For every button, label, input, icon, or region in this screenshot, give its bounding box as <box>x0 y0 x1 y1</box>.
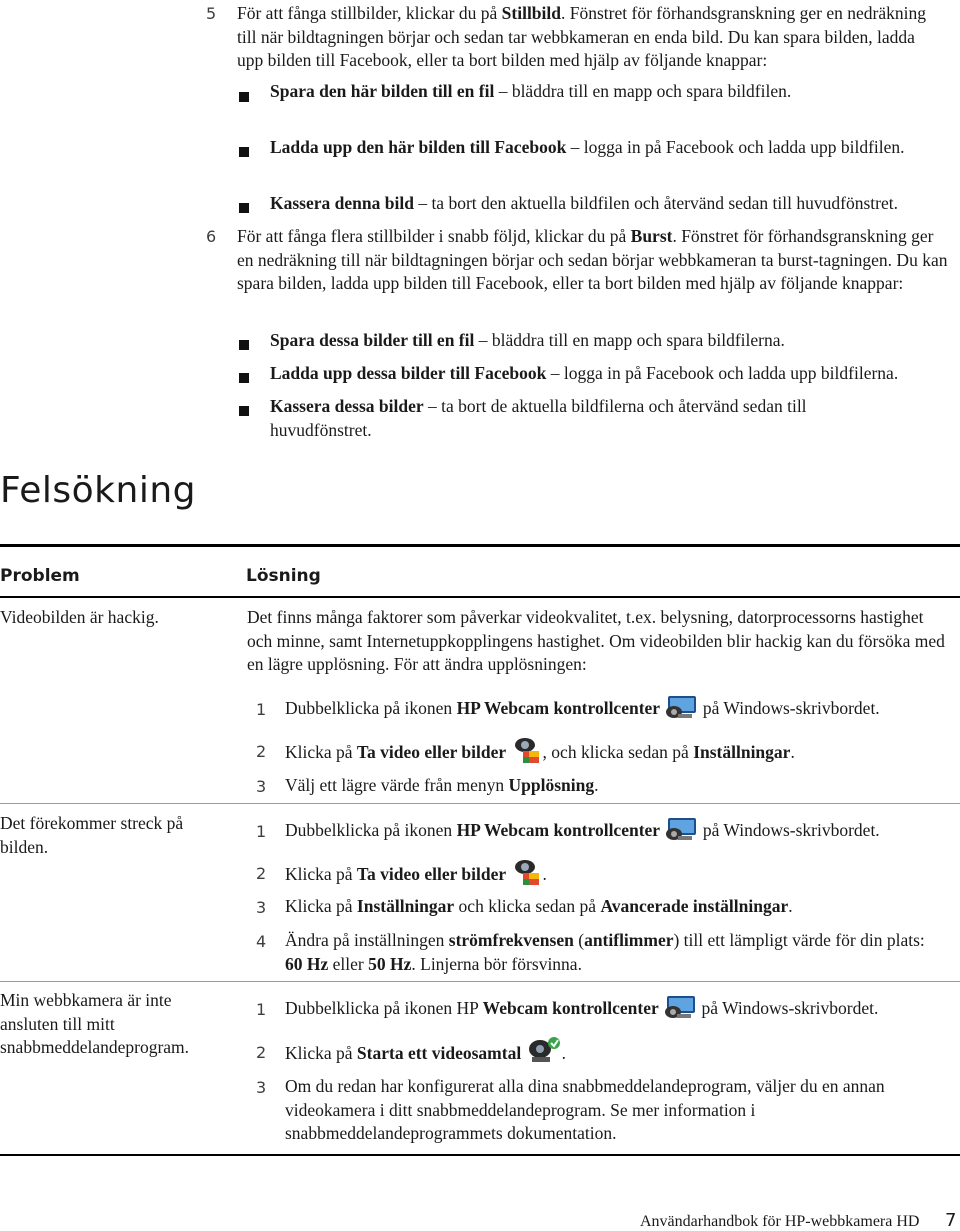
bullet-item: Ladda upp dessa bilder till Facebook – logga in på Facebook och ladda upp bildfilerna. <box>270 363 899 383</box>
solution-step: Klicka på Ta video eller bilder , och klicka sedan på Inställningar. <box>285 739 955 769</box>
take-video-or-photo-icon <box>511 857 543 887</box>
bullet-icon <box>239 406 249 416</box>
webcam-control-center-icon <box>664 694 698 720</box>
bullet-item: Kassera denna bild – ta bort den aktuella bildfilen och återvänd sedan till huvudfönstret. <box>270 193 898 213</box>
step-number: 1 <box>256 822 267 841</box>
step-number: 3 <box>256 898 267 917</box>
webcam-control-center-icon <box>664 816 698 842</box>
row-divider <box>0 803 960 804</box>
column-header-problem: Problem <box>0 566 80 586</box>
bullet-item: Spara den här bilden till en fil – bläddra till en mapp och spara bildfilen. <box>270 81 792 101</box>
solution-step: Dubbelklicka på ikonen HP Webcam kontrollcenter på Windows-skrivbordet. <box>285 697 955 723</box>
step-number: 4 <box>256 932 267 951</box>
start-video-call-icon <box>526 1035 562 1065</box>
bullet-icon <box>239 92 249 102</box>
solution-step: Klicka på Inställningar och klicka sedan på Avancerade inställningar. <box>285 896 793 916</box>
step-number: 2 <box>256 742 267 761</box>
solution-step: Om du redan har konfigurerat alla dina snabbmeddelandeprogram, väljer du en annan videokamera i ditt snabbmeddelandeprogram. Se mer information i snabbmeddelandeprogrammets dokumentation. <box>285 1076 885 1143</box>
solution-step: Välj ett lägre värde från menyn Upplösning. <box>285 775 599 795</box>
step-number: 5 <box>206 4 217 23</box>
table-top-rule <box>0 544 960 547</box>
header-rule <box>0 596 960 598</box>
page-number: 7 <box>945 1210 957 1231</box>
row-divider <box>0 981 960 982</box>
step-number: 3 <box>256 777 267 796</box>
step-number: 1 <box>256 1000 267 1019</box>
table-bottom-rule <box>0 1154 960 1156</box>
bullet-item: Kassera dessa bilder – ta bort de aktuella bildfilerna och återvänd sedan till huvudfönstret. <box>270 396 807 440</box>
problem-cell: Videobilden är hackig. <box>0 607 159 627</box>
step-number: 3 <box>256 1078 267 1097</box>
step-number: 6 <box>206 227 217 246</box>
webcam-control-center-icon <box>663 994 697 1020</box>
take-video-or-photo-icon <box>511 735 543 765</box>
bullet-icon <box>239 147 249 157</box>
step-5-text: För att fånga stillbilder, klickar du på Stillbild. Fönstret för förhandsgranskning ger en nedräkning till när bildtagningen börjar och sedan tar webbkameran en enda bild. Du kan spara bilden, ladda upp bilden till Facebook, eller ta bort bilden med hjälp av följande knappar: <box>237 3 926 70</box>
solution-intro: Det finns många faktorer som påverkar videokvalitet, t.ex. belysning, datorprocessorns hastighet och minne, samt Internetuppkopplingens hastighet. Om videobilden blir hackig kan du försöka med en lägre upplösning. För att ändra upplösningen: <box>247 607 945 674</box>
step-number: 2 <box>256 1043 267 1062</box>
bullet-icon <box>239 340 249 350</box>
column-header-solution: Lösning <box>246 566 321 586</box>
solution-step: Klicka på Starta ett videosamtal . <box>285 1040 955 1070</box>
solution-step: Dubbelklicka på ikonen HP Webcam kontrollcenter på Windows-skrivbordet. <box>285 997 955 1023</box>
solution-step: Klicka på Ta video eller bilder . <box>285 861 955 891</box>
bullet-icon <box>239 203 249 213</box>
bullet-icon <box>239 373 249 383</box>
problem-cell: Min webbkamera är inte ansluten till mitt snabbmeddelandeprogram. <box>0 990 190 1057</box>
solution-step: Ändra på inställningen strömfrekvensen (antiflimmer) till ett lämpligt värde för din plats: 60 Hz eller 50 Hz. Linjerna bör försvinna. <box>285 930 925 974</box>
footer-title: Användarhandbok för HP-webbkamera HD <box>640 1213 920 1230</box>
bullet-item: Ladda upp den här bilden till Facebook – logga in på Facebook och ladda upp bildfilen. <box>270 137 905 157</box>
step-number: 1 <box>256 700 267 719</box>
bullet-item: Spara dessa bilder till en fil – bläddra till en mapp och spara bildfilerna. <box>270 330 785 350</box>
step-6-text: För att fånga flera stillbilder i snabb följd, klickar du på Burst. Fönstret för förhandsgranskning ger en nedräkning till när bildtagningen börjar och sedan börjar webbkameran ta burst-tagningen. Du kan spara bilden, ladda upp bilden till Facebook, eller ta bort bilden med hjälp av följande knappar: <box>237 226 948 293</box>
solution-step: Dubbelklicka på ikonen HP Webcam kontrollcenter på Windows-skrivbordet. <box>285 819 955 845</box>
step-number: 2 <box>256 864 267 883</box>
problem-cell: Det förekommer streck på bilden. <box>0 813 184 857</box>
section-title: Felsökning <box>0 470 197 511</box>
